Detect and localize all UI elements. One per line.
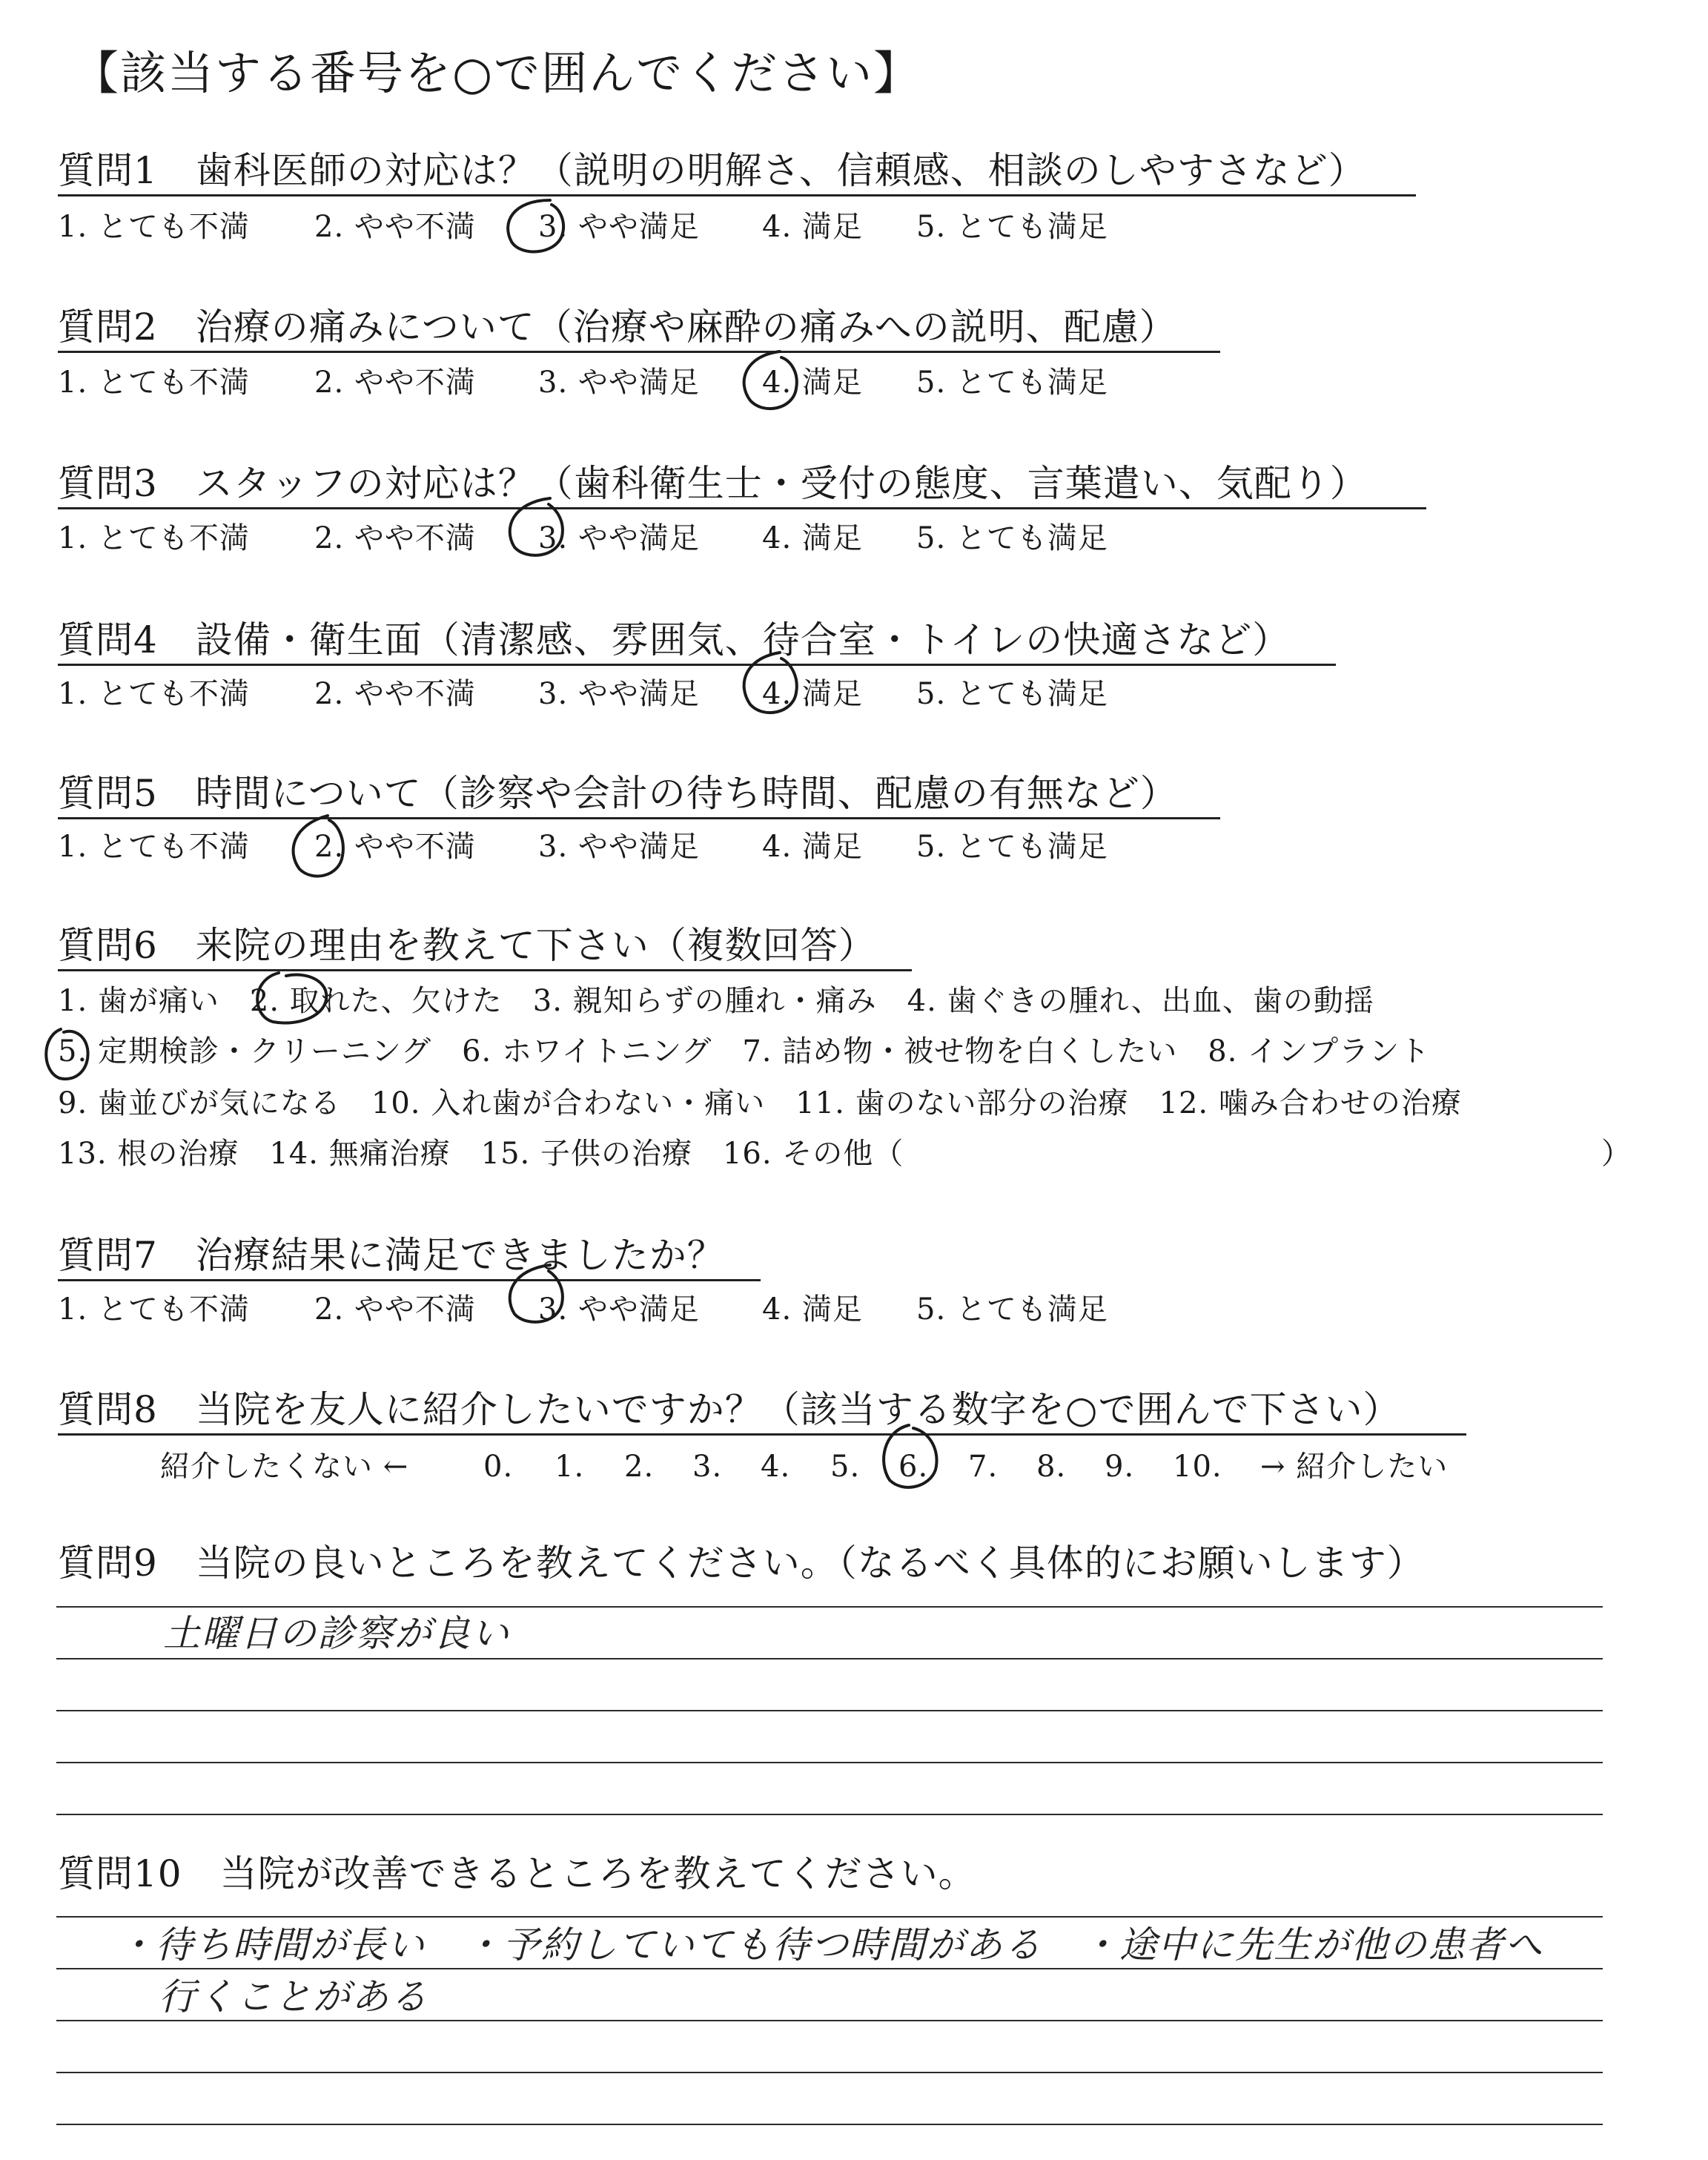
- question-10-handwritten-answer-line-1[interactable]: ・待ち時間が長い ・予約していても待つ時間がある ・途中に先生が他の患者へ: [117, 1923, 1543, 1966]
- question-7-option-3[interactable]: 3. やや満足: [538, 1292, 700, 1327]
- question-5-option-3[interactable]: 3. やや満足: [538, 830, 700, 864]
- question-3-title: 質問3 スタッフの対応は？（歯科衛生士・受付の態度、言葉遣い、気配り）: [58, 462, 1368, 505]
- question-6-underline: [58, 969, 912, 971]
- question-1-option-1[interactable]: 1. とても不満: [58, 210, 250, 244]
- question-7-underline: [58, 1279, 761, 1281]
- question-1-option-3[interactable]: 3. やや満足: [538, 210, 700, 244]
- question-4-option-5[interactable]: 5. とても満足: [916, 677, 1108, 711]
- question-8-score-6[interactable]: 6.: [898, 1450, 929, 1484]
- question-8-underline: [58, 1433, 1466, 1436]
- answer-line: [56, 1658, 1603, 1659]
- question-1-option-4[interactable]: 4. 満足: [762, 210, 863, 244]
- question-4-underline: [58, 664, 1336, 666]
- question-1-option-2[interactable]: 2. やや不満: [314, 210, 476, 244]
- question-6-title: 質問6 来院の理由を教えて下さい（複数回答）: [58, 924, 876, 967]
- question-7-option-4[interactable]: 4. 満足: [762, 1292, 863, 1327]
- question-8-score-5[interactable]: 5.: [830, 1450, 861, 1484]
- question-4-option-3[interactable]: 3. やや満足: [538, 677, 700, 711]
- question-6-options-line-3[interactable]: 9. 歯並びが気になる 10. 入れ歯が合わない・痛い 11. 歯のない部分の治療 12. 噛み合わせの治療: [58, 1086, 1462, 1120]
- question-9-title: 質問9 当院の良いところを教えてください。（なるべく具体的にお願いします）: [58, 1542, 1425, 1585]
- question-6-options-line-1[interactable]: 1. 歯が痛い 2. 取れた、欠けた 3. 親知らずの腫れ・痛み 4. 歯ぐきの腫れ、出血、歯の動揺: [58, 984, 1374, 1018]
- question-1-underline: [58, 194, 1416, 196]
- question-8-title: 質問8 当院を友人に紹介したいですか？（該当する数字を○で囲んで下さい）: [58, 1388, 1401, 1431]
- question-5-option-4[interactable]: 4. 満足: [762, 830, 863, 864]
- question-3-option-3[interactable]: 3. やや満足: [538, 521, 700, 555]
- question-6-close-paren: ）: [1601, 1137, 1632, 1171]
- question-3-option-1[interactable]: 1. とても不満: [58, 521, 250, 555]
- answer-line: [56, 2020, 1603, 2021]
- question-10-title: 質問10 当院が改善できるところを教えてください。: [58, 1852, 976, 1895]
- question-8-score-7[interactable]: 7.: [968, 1450, 999, 1484]
- answer-line: [56, 2072, 1603, 2073]
- answer-line: [56, 1710, 1603, 1711]
- question-7-option-5[interactable]: 5. とても満足: [916, 1292, 1108, 1327]
- answer-line: [56, 1762, 1603, 1763]
- answer-line: [56, 1814, 1603, 1815]
- question-8-score-2[interactable]: 2.: [624, 1450, 655, 1484]
- question-8-score-9[interactable]: 9.: [1105, 1450, 1135, 1484]
- form-heading: 【該当する番号を○で囲んでください】: [73, 46, 921, 100]
- question-2-title: 質問2 治療の痛みについて（治療や麻酔の痛みへの説明、配慮）: [58, 305, 1177, 349]
- question-8-right-label: → 紹介したい: [1260, 1450, 1449, 1484]
- question-9-handwritten-answer[interactable]: 土曜日の診察が良い: [163, 1612, 510, 1655]
- question-8-score-0[interactable]: 0.: [483, 1450, 514, 1484]
- question-5-underline: [58, 817, 1220, 819]
- question-6-options-line-4[interactable]: 13. 根の治療 14. 無痛治療 15. 子供の治療 16. その他（: [58, 1137, 904, 1171]
- question-5-option-2[interactable]: 2. やや不満: [314, 830, 476, 864]
- question-2-option-5[interactable]: 5. とても満足: [916, 366, 1108, 400]
- question-2-option-3[interactable]: 3. やや満足: [538, 366, 700, 400]
- question-7-option-2[interactable]: 2. やや不満: [314, 1292, 476, 1327]
- question-8-left-label: 紹介したくない ←: [160, 1450, 409, 1484]
- question-4-option-1[interactable]: 1. とても不満: [58, 677, 250, 711]
- question-8-score-10[interactable]: 10.: [1173, 1450, 1222, 1484]
- question-5-title: 質問5 時間について（診察や会計の待ち時間、配慮の有無など）: [58, 772, 1178, 815]
- question-2-option-1[interactable]: 1. とても不満: [58, 366, 250, 400]
- question-4-option-2[interactable]: 2. やや不満: [314, 677, 476, 711]
- question-1-option-5[interactable]: 5. とても満足: [916, 210, 1108, 244]
- question-5-option-5[interactable]: 5. とても満足: [916, 830, 1108, 864]
- question-4-option-4[interactable]: 4. 満足: [762, 677, 863, 711]
- question-8-score-1[interactable]: 1.: [555, 1450, 585, 1484]
- question-2-option-2[interactable]: 2. やや不満: [314, 366, 476, 400]
- question-8-score-4[interactable]: 4.: [761, 1450, 791, 1484]
- question-3-option-5[interactable]: 5. とても満足: [916, 521, 1108, 555]
- question-2-underline: [58, 351, 1220, 353]
- question-7-title: 質問7 治療結果に満足できましたか？: [58, 1234, 725, 1277]
- question-3-option-4[interactable]: 4. 満足: [762, 521, 863, 555]
- question-8-score-8[interactable]: 8.: [1036, 1450, 1067, 1484]
- answer-line: [56, 2124, 1603, 2125]
- question-2-option-4[interactable]: 4. 満足: [762, 366, 863, 400]
- question-8-score-3[interactable]: 3.: [692, 1450, 723, 1484]
- question-10-handwritten-answer-line-2[interactable]: 行くことがある: [159, 1975, 428, 2018]
- answer-line: [56, 1916, 1603, 1918]
- question-3-option-2[interactable]: 2. やや不満: [314, 521, 476, 555]
- question-3-underline: [58, 507, 1426, 509]
- question-5-option-1[interactable]: 1. とても不満: [58, 830, 250, 864]
- answer-line: [56, 1606, 1603, 1608]
- question-1-title: 質問1 歯科医師の対応は？（説明の明解さ、信頼感、相談のしやすさなど）: [58, 149, 1366, 192]
- question-7-option-1[interactable]: 1. とても不満: [58, 1292, 250, 1327]
- question-6-options-line-2[interactable]: 5. 定期検診・クリーニング 6. ホワイトニング 7. 詰め物・被せ物を白くしたい 8. インプラント: [58, 1034, 1431, 1069]
- question-4-title: 質問4 設備・衛生面（清潔感、雰囲気、待合室・トイレの快適さなど）: [58, 618, 1291, 661]
- answer-line: [56, 1968, 1603, 1969]
